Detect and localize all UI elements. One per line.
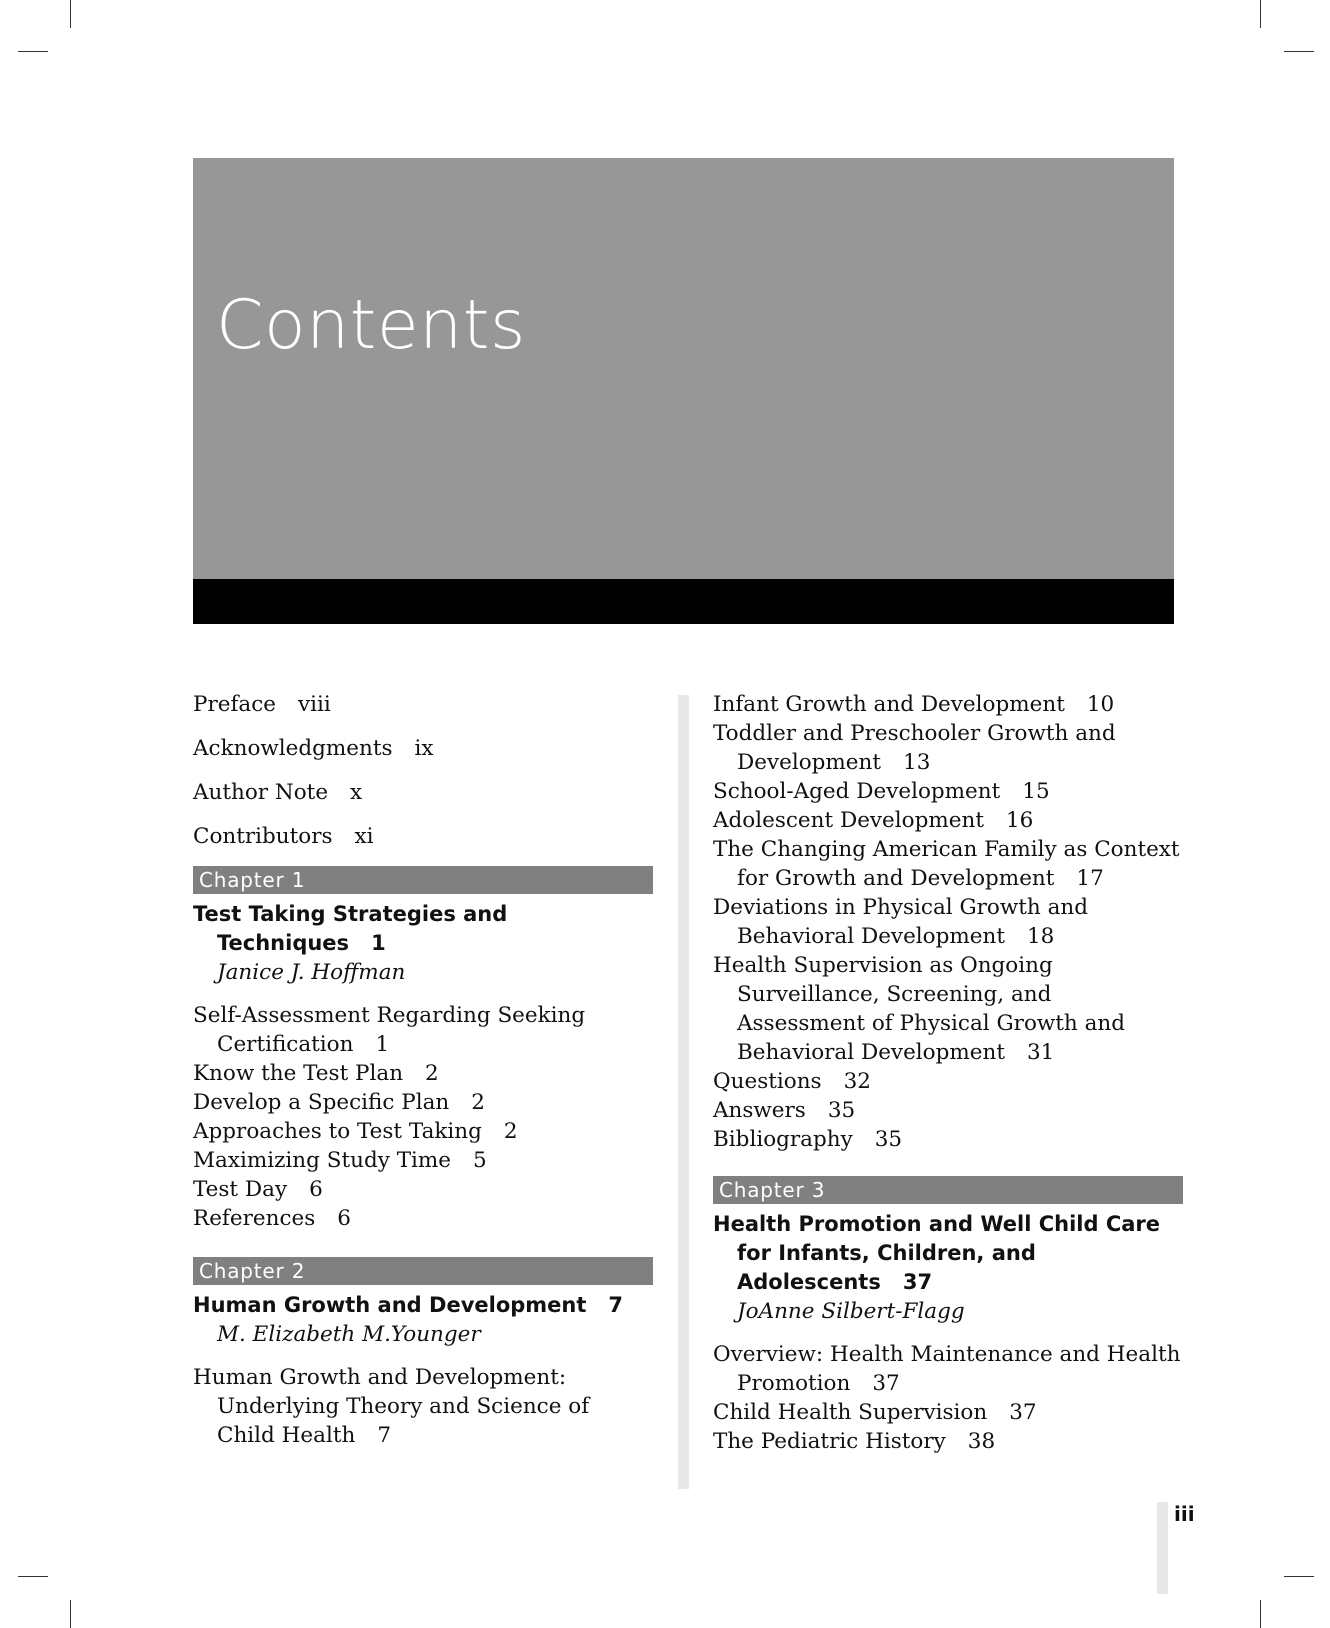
toc-entry[interactable]: Deviations in Physical Growth and Behavioral Development 18 bbox=[713, 895, 1089, 949]
toc-entry[interactable]: Child Health Supervision 37 bbox=[713, 1400, 1037, 1425]
toc-entry[interactable]: Test Day 6 bbox=[193, 1177, 323, 1202]
toc-left-column bbox=[193, 690, 653, 1450]
toc-entry[interactable]: Adolescent Development 16 bbox=[713, 808, 1034, 833]
crop-mark bbox=[1284, 51, 1314, 52]
chapter-title[interactable]: Human Growth and Development 7 bbox=[193, 1293, 624, 1317]
toc-entry[interactable]: Maximizing Study Time 5 bbox=[193, 1148, 487, 1173]
toc-entry[interactable]: Bibliography 35 bbox=[713, 1127, 903, 1152]
toc-entry[interactable]: Author Note x bbox=[193, 780, 363, 805]
toc-entry[interactable]: The Pediatric History 38 bbox=[713, 1429, 996, 1454]
chapter-author: Janice J. Hoffman bbox=[217, 960, 406, 985]
crop-mark bbox=[1260, 1600, 1261, 1628]
toc-entry[interactable]: Acknowledgments ix bbox=[193, 736, 434, 761]
front-matter-list bbox=[193, 690, 653, 851]
toc-entry[interactable]: Toddler and Preschooler Growth and Development 13 bbox=[713, 721, 1116, 775]
banner-bar bbox=[193, 579, 1174, 624]
toc-entry[interactable]: Answers 35 bbox=[713, 1098, 856, 1123]
toc-entry[interactable]: Approaches to Test Taking 2 bbox=[193, 1119, 518, 1144]
toc-entry[interactable]: Infant Growth and Development 10 bbox=[713, 692, 1115, 717]
toc-entry[interactable]: Overview: Health Maintenance and Health Promotion 37 bbox=[713, 1342, 1181, 1396]
crop-mark bbox=[1284, 1576, 1314, 1577]
chapter-author: JoAnne Silbert-Flagg bbox=[737, 1299, 965, 1324]
crop-mark bbox=[18, 51, 48, 52]
page-title: Contents bbox=[216, 286, 526, 365]
chapter-title[interactable]: Health Promotion and Well Child Care for Infants, Children, and Adolescents 37 bbox=[713, 1212, 1161, 1294]
page-tab bbox=[1157, 1502, 1168, 1594]
title-banner bbox=[193, 158, 1174, 579]
toc-entry[interactable]: Self-Assessment Regarding Seeking Certification 1 bbox=[193, 1003, 586, 1057]
chapter-label: Chapter 1 bbox=[193, 866, 653, 894]
toc-entry[interactable]: References 6 bbox=[193, 1206, 351, 1231]
toc-entry[interactable]: Questions 32 bbox=[713, 1069, 871, 1094]
toc-right-column bbox=[713, 690, 1183, 1456]
crop-mark bbox=[70, 0, 71, 28]
chapter-label: Chapter 3 bbox=[713, 1176, 1183, 1204]
toc-entry[interactable]: Preface viii bbox=[193, 692, 331, 717]
toc-entry[interactable]: Know the Test Plan 2 bbox=[193, 1061, 439, 1086]
chapter-title[interactable]: Test Taking Strategies and Techniques 1 bbox=[193, 902, 508, 955]
toc-entry[interactable]: Develop a Specific Plan 2 bbox=[193, 1090, 485, 1115]
toc-entry[interactable]: The Changing American Family as Context for Growth and Development 17 bbox=[713, 837, 1180, 891]
column-divider bbox=[678, 695, 689, 1489]
chapter-author: M. Elizabeth M.Younger bbox=[217, 1322, 481, 1347]
toc-entry[interactable]: School-Aged Development 15 bbox=[713, 779, 1050, 804]
crop-mark bbox=[1260, 0, 1261, 28]
page-number: iii bbox=[1174, 1502, 1195, 1526]
toc-entry[interactable]: Health Supervision as Ongoing Surveillance, Screening, and Assessment of Physical Growth and Behavioral Development 31 bbox=[713, 953, 1126, 1065]
toc-entry[interactable]: Contributors xi bbox=[193, 824, 374, 849]
crop-mark bbox=[70, 1600, 71, 1628]
crop-mark bbox=[18, 1576, 48, 1577]
toc-entry[interactable]: Human Growth and Development: Underlying Theory and Science of Child Health 7 bbox=[193, 1365, 590, 1448]
chapter-label: Chapter 2 bbox=[193, 1257, 653, 1285]
